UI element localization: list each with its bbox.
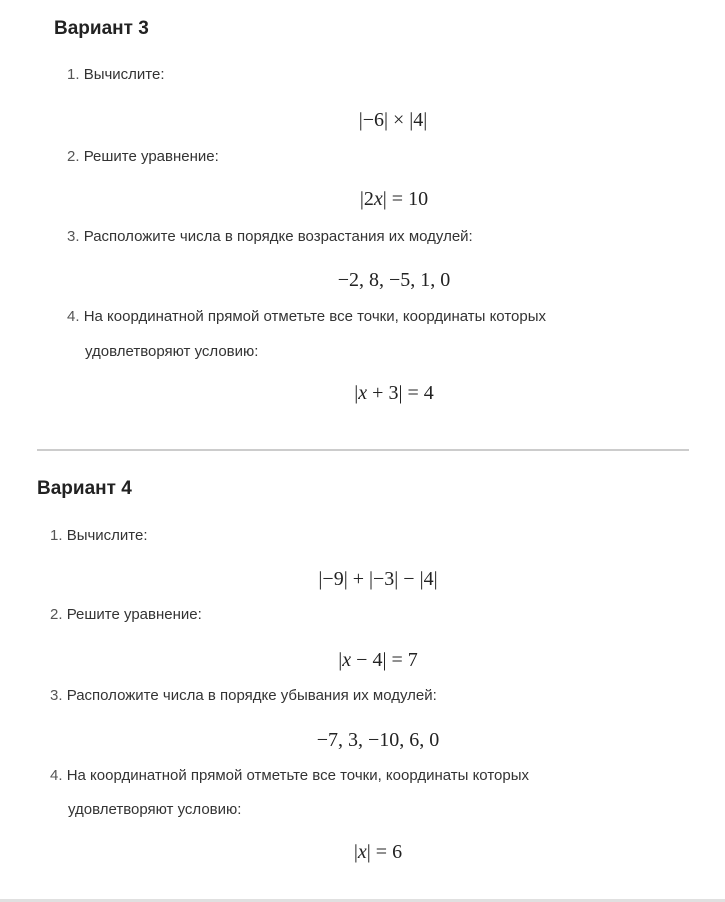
task-2: [50, 598, 202, 632]
task-number: 1.: [50, 527, 63, 544]
task-text: Решите уравнение:: [66, 606, 202, 623]
task-text: Вычислите:: [66, 527, 148, 544]
task-1: [67, 58, 165, 92]
task-formula: −2, 8, −5, 1, 0: [337, 269, 451, 291]
task-formula: |x + 3| = 4: [354, 382, 434, 404]
task-text-continued: удовлетворяют условию:: [68, 801, 242, 818]
task-formula: |−9| + |−3| − |4|: [318, 568, 438, 590]
task-text: На координатной прямой отметьте все точки, координаты которых: [66, 767, 529, 784]
task-text-continued: удовлетворяют условию:: [85, 343, 259, 360]
task-text: Решите уравнение:: [83, 148, 219, 165]
task-formula: |2x| = 10: [359, 188, 429, 210]
task-number: 3.: [67, 228, 80, 245]
task-4: [67, 300, 546, 334]
task-2: [67, 140, 219, 174]
task-3: [67, 220, 473, 254]
variant-title: Вариант 4: [37, 478, 132, 499]
task-4: [50, 759, 529, 793]
divider: [37, 449, 689, 451]
task-number: 4.: [50, 767, 63, 784]
task-formula: |x| = 6: [353, 841, 403, 863]
task-number: 2.: [67, 148, 80, 165]
task-text: Вычислите:: [83, 66, 165, 83]
task-formula: |x − 4| = 7: [338, 649, 418, 671]
task-number: 2.: [50, 606, 63, 623]
task-3: [50, 679, 437, 713]
task-formula: |−6| × |4|: [358, 109, 428, 131]
task-formula: −7, 3, −10, 6, 0: [316, 729, 440, 751]
task-text: Расположите числа в порядке возрастания их модулей:: [83, 228, 473, 245]
variant-title: Вариант 3: [54, 18, 149, 39]
task-number: 1.: [67, 66, 80, 83]
task-1: [50, 519, 148, 553]
task-text: На координатной прямой отметьте все точки, координаты которых: [83, 308, 546, 325]
task-number: 4.: [67, 308, 80, 325]
task-text: Расположите числа в порядке убывания их модулей:: [66, 687, 437, 704]
task-number: 3.: [50, 687, 63, 704]
